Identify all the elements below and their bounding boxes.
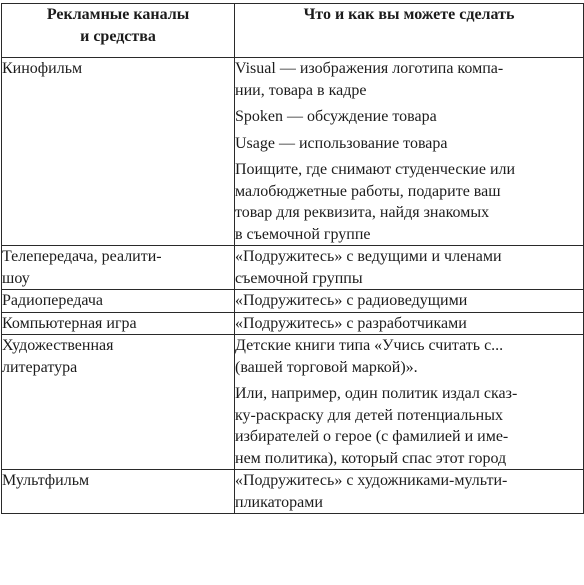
action-line: нии, товара в кадре (235, 81, 367, 99)
channel-cell (2, 58, 235, 246)
header-line: Рекламные каналы (46, 6, 190, 23)
action-paragraph (235, 335, 583, 378)
action-line: в съемочной группе (235, 225, 371, 243)
action-line: съемочной группы (235, 269, 363, 287)
action-paragraph (235, 159, 583, 245)
channel-cell (2, 290, 235, 313)
header-action (235, 4, 584, 58)
action-line: «Подружитесь» с ведущими и членами (235, 248, 502, 265)
channel-line: Компьютерная игра (2, 314, 137, 332)
action-paragraph (235, 133, 583, 155)
table-row (2, 470, 584, 514)
table-row (2, 335, 584, 470)
action-line: Usage — использование товара (235, 134, 448, 152)
table-row (2, 290, 584, 313)
action-paragraph (235, 290, 583, 312)
action-line: (вашей торговой маркой)». (235, 358, 418, 376)
action-cell (235, 312, 584, 335)
action-cell (235, 335, 584, 470)
action-paragraph (235, 106, 583, 128)
channel-line: литература (2, 358, 78, 376)
action-paragraph (235, 58, 583, 101)
channel-cell (2, 470, 235, 514)
action-line: «Подружитесь» с радиоведущими (235, 292, 468, 309)
action-line: избирателей о герое (с фамилией и име- (235, 428, 509, 445)
action-cell (235, 470, 584, 514)
action-line: Visual — изображения логотипа компа- (235, 60, 504, 77)
header-line: и средства (80, 27, 156, 45)
table-row (2, 58, 584, 246)
channel-line: Телепередача, реалити- (2, 248, 162, 265)
action-paragraph (235, 470, 583, 513)
channel-cell (2, 246, 235, 290)
table-row (2, 246, 584, 290)
channel-line: шоу (2, 269, 30, 287)
action-line: «Подружитесь» с разработчиками (235, 314, 467, 332)
action-line: Spoken — обсуждение товара (235, 108, 437, 125)
action-line: пликаторами (235, 493, 323, 511)
action-paragraph (235, 313, 583, 335)
channel-line: Мультфильм (2, 472, 90, 489)
action-line: Детские книги типа «Учись считать с... (235, 337, 504, 354)
action-cell (235, 290, 584, 313)
channel-cell (2, 312, 235, 335)
action-line: товар для реквизита, найдя знакомых (235, 204, 490, 221)
table-row (2, 312, 584, 335)
action-line: Или, например, один политик издал сказ- (235, 385, 518, 402)
channel-cell (2, 335, 235, 470)
advertising-channels-table (1, 3, 584, 514)
action-line: Поищите, где снимают студенческие или (235, 161, 516, 178)
channel-line: Художественная (2, 337, 114, 354)
header-row (2, 4, 584, 58)
channel-line: Кинофильм (2, 60, 83, 77)
action-line: ку-раскраску для детей потенциальных (235, 406, 503, 424)
action-line: «Подружитесь» с художниками-мульти- (235, 472, 508, 489)
action-paragraph (235, 246, 583, 289)
action-line: малобюджетные работы, подарите ваш (235, 182, 501, 200)
action-cell (235, 246, 584, 290)
action-paragraph (235, 383, 583, 469)
header-channel (2, 4, 235, 58)
action-line: нем политика), который спас этот город (235, 449, 507, 467)
header-line: Что и как вы можете сделать (303, 6, 515, 23)
channel-line: Радиопередача (2, 292, 104, 309)
action-cell (235, 58, 584, 246)
